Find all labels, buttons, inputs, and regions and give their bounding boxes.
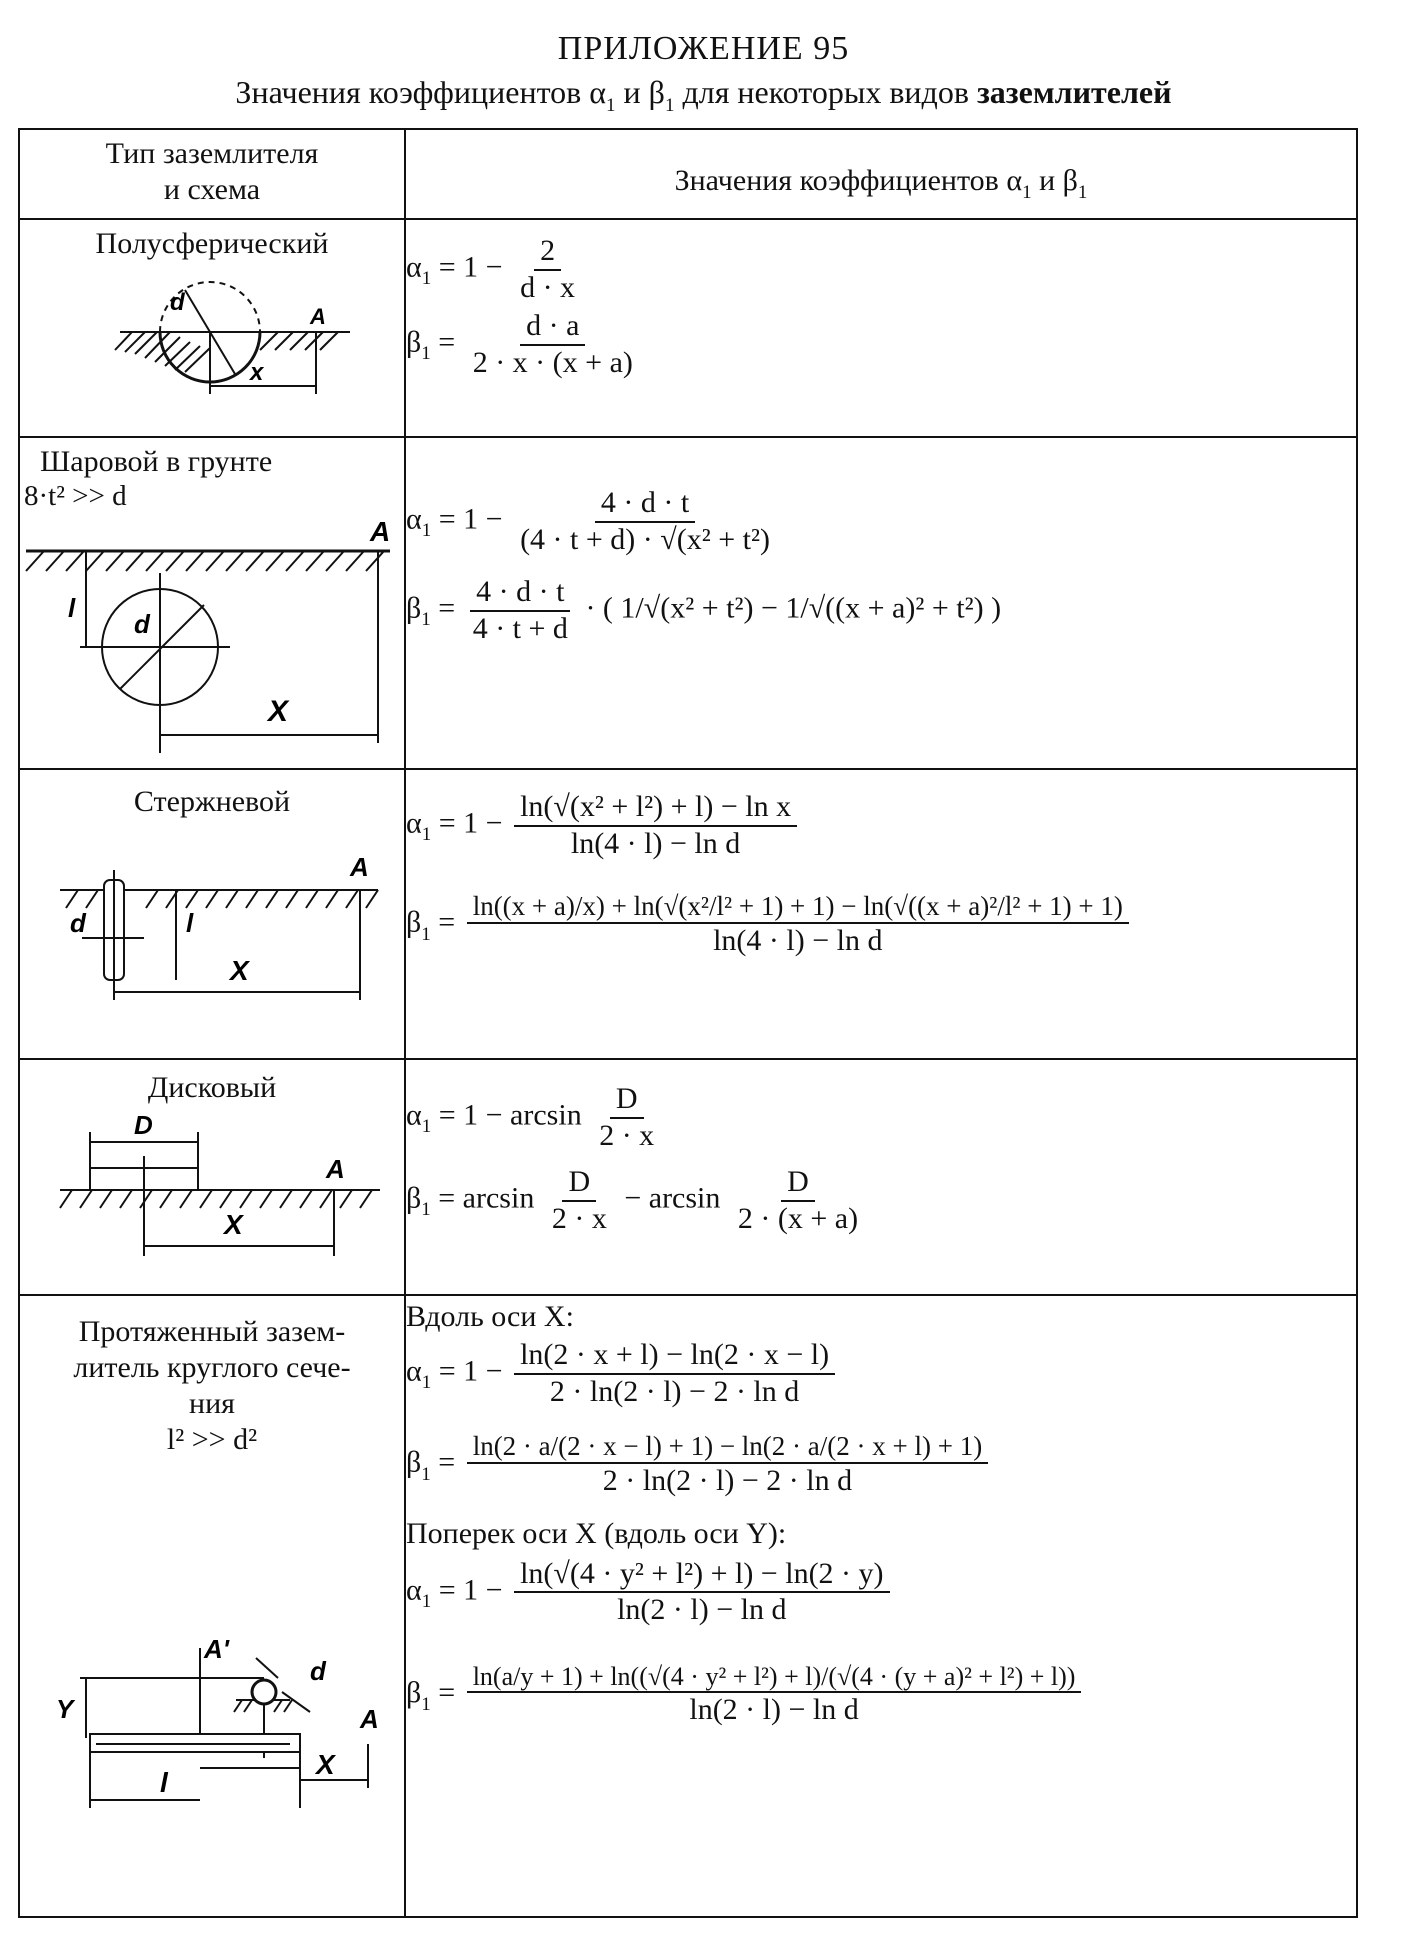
label-l: l	[68, 593, 76, 623]
table-row	[19, 437, 1357, 769]
header-values-label: Значения коэффициентов $\alpha_1$ и $\beta_1$	[674, 164, 1088, 203]
label-A: A	[350, 852, 369, 882]
label-A: A	[310, 304, 326, 329]
beta-formula: $\beta_1 = \arcsin$ $\frac{D}{2 \cdot x}$ − arcsin $\frac{D}{2 \cdot (x + a)}$	[406, 1165, 859, 1235]
rod-diagram	[20, 820, 404, 1020]
label-d: d	[134, 609, 150, 639]
label-Y: Y	[56, 1694, 74, 1724]
table-row	[19, 1059, 1357, 1295]
alpha-formula: $\alpha_1 = 1$ − $\frac{4 \cdot d \cdot t}{\text{(4 · t + d) · √(x² + t²)}}$	[406, 486, 770, 556]
alpha-formula: $\alpha_1 = 1 - \arcsin$ $\frac{D}{2 \cdot x}$	[406, 1082, 655, 1152]
label-l: l	[186, 908, 194, 938]
label-X: X	[268, 695, 289, 728]
type-cell	[19, 437, 405, 769]
type-label: Шаровой в грунте	[40, 445, 273, 478]
table-row	[19, 1295, 1357, 1917]
type-cell	[19, 1059, 405, 1295]
across-x-note: Поперек оси X (вдоль оси Y):	[406, 1516, 787, 1550]
beta-formula: $\beta_1$ = $\frac{d \cdot a}{2 \cdot x \cdot (x + a)}$	[406, 309, 633, 379]
header-values-cell	[405, 129, 1357, 219]
label-x: x	[250, 359, 264, 386]
type-label-line-3: ния	[189, 1387, 235, 1420]
condition-label: 8·t² >> d	[24, 480, 127, 512]
header-type-label: Тип заземлителя и схема	[105, 137, 319, 206]
label-d: d	[310, 1656, 326, 1686]
label-A: A	[370, 516, 391, 547]
alpha-y-formula: $\alpha_1 = 1$ − $\frac{\text{ln(√(4 · y² + l²) + l) − ln(2 · y)}}{\text{ln(2 · l) − ln d}}$	[406, 1557, 1356, 1628]
type-cell	[19, 769, 405, 1059]
label-D: D	[134, 1110, 153, 1140]
along-x-note: Вдоль оси X:	[406, 1300, 574, 1333]
table-row	[19, 219, 1357, 437]
alpha-formula: $\alpha_1 = 1$ − $\frac{\text{ln(√(x² + l²) + l) − ln x}}{\text{ln(4 · l) − ln d}}$	[406, 790, 1356, 861]
label-X: X	[230, 955, 249, 986]
type-cell	[19, 219, 405, 437]
beta-formula: $\beta_1$ = ln((x + a)/x) + ln(√(x²/l² + 1) + 1) − ln(√((x + a)²/l² + 1) + 1) ln(4 · l) − ln d	[406, 891, 1356, 959]
formula-cell	[405, 769, 1357, 1059]
extended-diagram	[20, 1628, 404, 1828]
condition-label: l² >> d²	[166, 1423, 258, 1456]
table-row	[19, 769, 1357, 1059]
alpha-x-formula: $\alpha_1 = 1$ − $\frac{\ln(2 \cdot x + l) - \ln(2 \cdot x - l)}{\text{2 · ln(2 · l) − 2 · ln d}}$	[406, 1338, 1356, 1409]
label-A: A	[360, 1704, 379, 1734]
header-type-cell	[19, 129, 405, 219]
formula-cell	[405, 1059, 1357, 1295]
type-label: Дисковый	[147, 1071, 277, 1104]
type-label-line-1: Протяженный зазем-	[78, 1315, 346, 1348]
beta-x-formula: $\beta_1$ = $\frac{\ln(2 \cdot a/(2 \cdot x - l) + 1) - \ln(2 \cdot a/(2 \cdot x + l) + 1)}{\text{2 · ln(2 · l) − 2 · ln d}}$	[406, 1431, 1356, 1499]
table-header-row	[19, 129, 1357, 219]
type-cell	[19, 1295, 405, 1917]
table-caption: Значения коэффициентов $\alpha_1$ и $\beta_1$ для некоторых видов заземлителей	[235, 74, 1172, 116]
type-label-line-2: литель круглого сече-	[73, 1351, 351, 1384]
label-A1: A'	[204, 1634, 229, 1664]
label-X: X	[224, 1209, 243, 1240]
label-A: A	[326, 1154, 345, 1184]
label-d: d	[70, 908, 86, 938]
type-label: Стержневой	[133, 785, 291, 818]
label-X: X	[316, 1749, 335, 1780]
alpha-formula: $\alpha_1 = 1$ − $\frac{2}{d \cdot x}$	[406, 234, 576, 304]
formula-cell	[405, 219, 1357, 437]
coefficients-table	[18, 128, 1358, 1918]
label-l: l	[160, 1767, 168, 1798]
appendix-title: ПРИЛОЖЕНИЕ 95	[557, 30, 850, 67]
beta-formula: $\beta_1$ = $\frac{4 \cdot d \cdot t}{4 \cdot t + d}$ · ( 1/√(x² + t²) − 1/√((x + a)² + t²) )	[406, 575, 1002, 645]
beta-y-formula: $\beta_1$ = ln(a/y + 1) + ln((√(4 · y² + l²) + l)/(√(4 · (y + a)² + l²) + l)) ln(2 · l) − ln d	[406, 1662, 1356, 1728]
formula-cell	[405, 1295, 1357, 1917]
type-label: Полусферический	[95, 227, 329, 260]
hemispherical-diagram	[20, 262, 404, 402]
disc-diagram	[20, 1106, 404, 1266]
label-d: d	[170, 289, 185, 316]
formula-cell	[405, 437, 1357, 769]
spherical-diagram	[20, 513, 404, 753]
